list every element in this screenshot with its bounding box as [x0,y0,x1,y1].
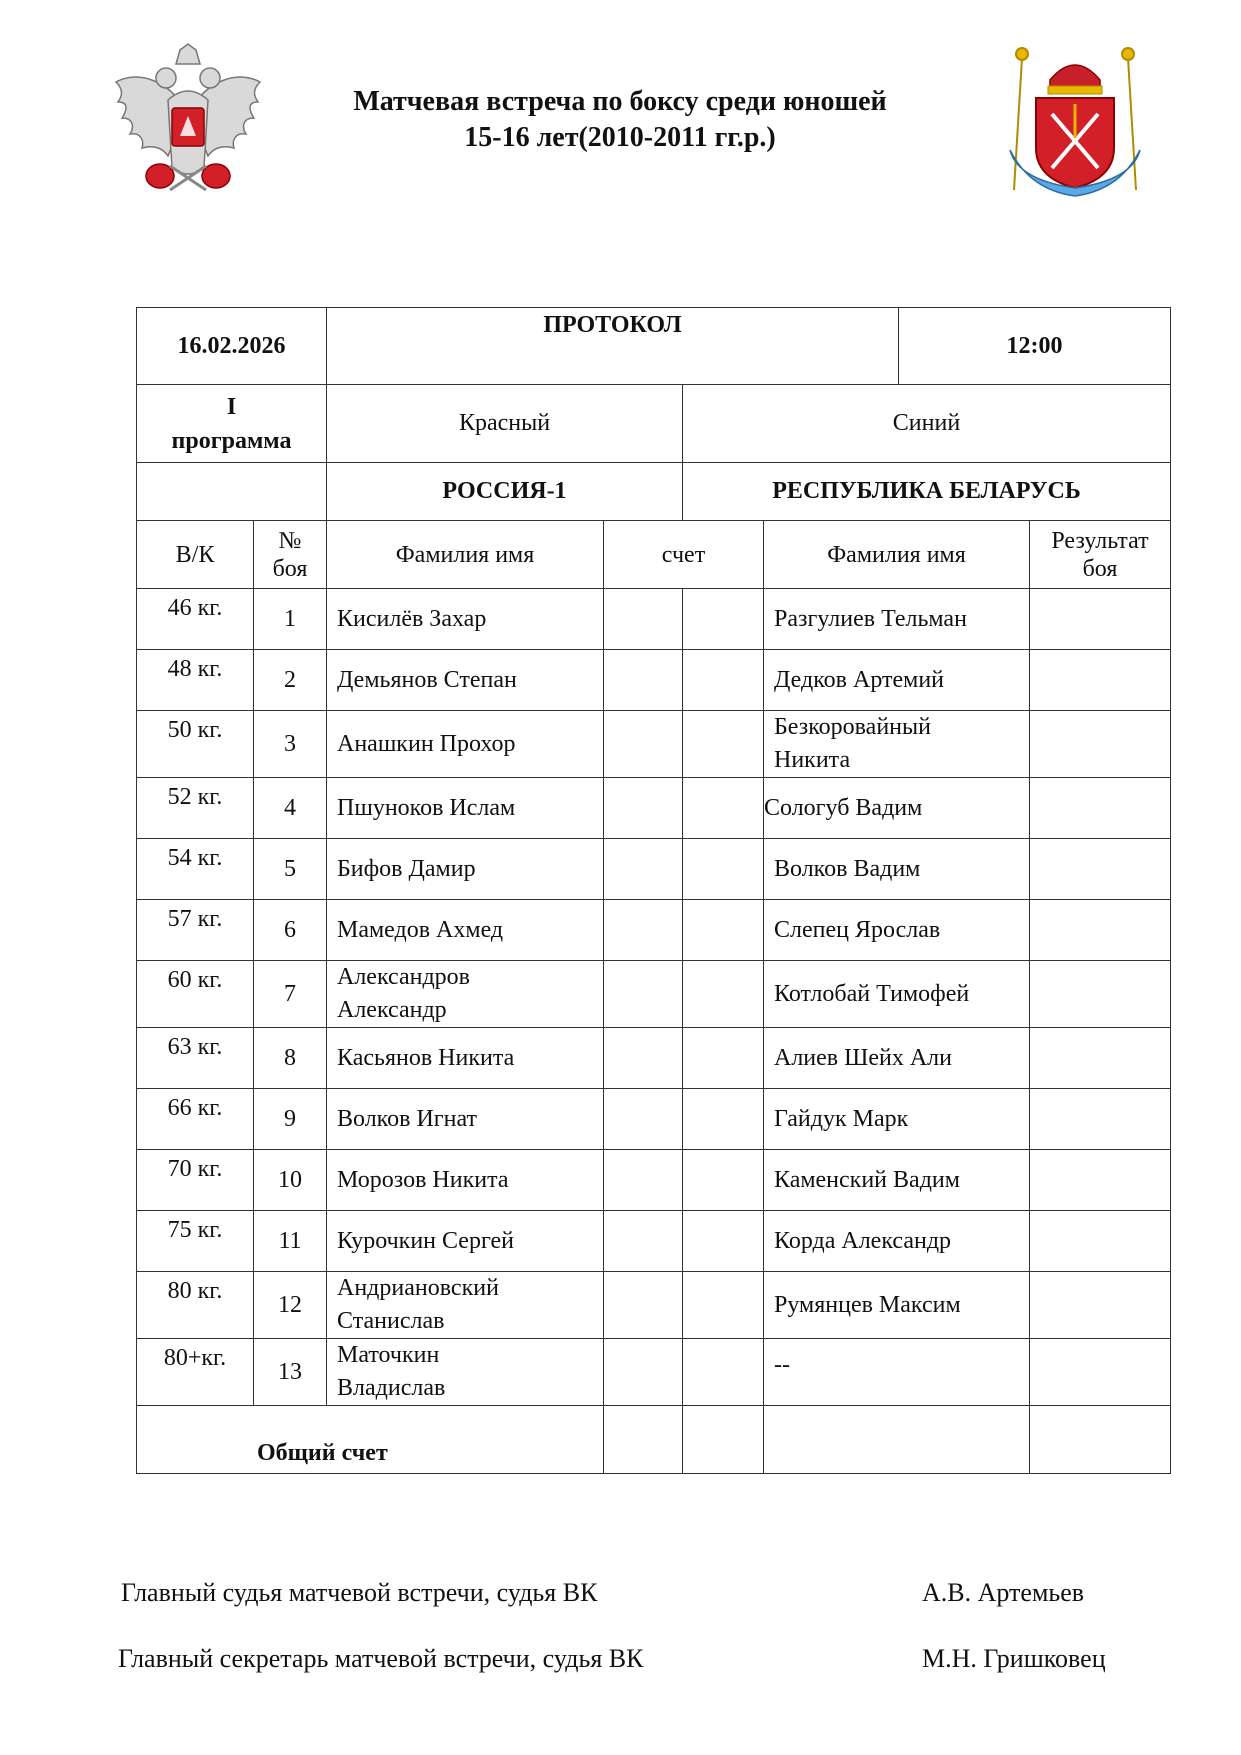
red-boxer-name-line1: Кисилёв Захар [337,605,487,632]
blue-boxer-name-line1: Дедков Артемий [774,666,945,693]
red-score [604,650,683,711]
blue-score [683,1150,764,1211]
match-time: 12:00 [899,308,1171,385]
blue-score [683,1272,764,1339]
total-red-score [604,1406,683,1474]
weight-class: 63 кг. [137,1028,254,1089]
blue-score [683,589,764,650]
blue-boxer-name [764,1211,1030,1272]
red-boxer-name-line1: Мамедов Ахмед [337,916,504,943]
red-boxer-name [327,1150,604,1211]
coat-of-arms-icon [1000,40,1150,202]
blue-boxer-name-line1: Корда Александр [774,1227,952,1254]
table-row [137,1028,1171,1089]
chief-judge-name: А.В. Артемьев [922,1578,1085,1607]
red-boxer-name [327,589,604,650]
blue-boxer-name [764,900,1030,961]
blue-boxer-name [764,650,1030,711]
blue-boxer-name-line1: Сологуб Вадим [764,794,923,821]
blue-boxer-name [764,589,1030,650]
program-number: I [226,393,237,420]
column-header-row [137,521,1171,589]
red-boxer-name [327,1211,604,1272]
blue-boxer-name-line1: Котлобай Тимофей [774,980,970,1007]
red-boxer-name [327,839,604,900]
red-boxer-name [327,1339,604,1406]
red-boxer-name-line1: Пшуноков Ислам [337,794,516,821]
teams-row-empty [137,463,327,521]
protocol-table [136,307,1171,1474]
program-word: программа [171,427,292,454]
total-row [137,1406,1171,1474]
blue-boxer-name-line1: Разгулиев Тельман [774,605,967,632]
blue-score [683,1089,764,1150]
blue-boxer-name [764,711,1030,778]
bout-number: 10 [254,1150,327,1211]
red-score [604,778,683,839]
bout-number-header [254,521,327,589]
score-header: счет [604,521,764,589]
blue-score [683,711,764,778]
blue-boxer-name [764,961,1030,1028]
bout-number: 2 [254,650,327,711]
bout-number: 1 [254,589,327,650]
blue-boxer-name [764,1089,1030,1150]
red-score [604,900,683,961]
bout-result [1030,900,1171,961]
total-blue-score [683,1406,764,1474]
weight-class: 80 кг. [137,1272,254,1339]
red-score [604,1272,683,1339]
bout-number: 7 [254,961,327,1028]
blue-boxer-name-line1: Алиев Шейх Али [774,1044,952,1071]
bout-result [1030,1089,1171,1150]
blue-score [683,900,764,961]
blue-score [683,778,764,839]
weight-class: 57 кг. [137,900,254,961]
table-row [137,711,1171,778]
red-boxer-name [327,900,604,961]
blue-boxer-name [764,1339,1030,1406]
red-boxer-name-line1: Курочкин Сергей [337,1227,514,1254]
bout-number: 9 [254,1089,327,1150]
chief-secretary-role: Главный секретарь матчевой встречи, судья ВК [118,1644,644,1673]
blue-team: РЕСПУБЛИКА БЕЛАРУСЬ [683,463,1171,521]
bout-result [1030,778,1171,839]
weight-class: 50 кг. [137,711,254,778]
blue-boxer-name-line1: Слепец Ярослав [774,916,941,943]
blue-boxer-name-line2: Никита [774,747,851,773]
title-line-1: Матчевая встреча по боксу среди юношей [353,86,887,117]
red-team: РОССИЯ-1 [327,463,683,521]
blue-score [683,1211,764,1272]
title-line-2: 15-16 лет(2010-2011 гг.р.) [464,122,776,153]
teams-row [137,463,1171,521]
blue-boxer-name-line1: Волков Вадим [774,855,921,882]
red-boxer-name [327,1272,604,1339]
match-date: 16.02.2026 [137,308,327,385]
red-boxer-name-line2: Станислав [337,1308,445,1334]
total-blue-name [764,1406,1030,1474]
program-row [137,385,1171,463]
red-boxer-name-line1: Волков Игнат [337,1105,477,1132]
chief-secretary-name: М.Н. Гришковец [922,1644,1106,1673]
bout-result [1030,961,1171,1028]
table-row [137,778,1171,839]
bout-number: 3 [254,711,327,778]
table-row [137,900,1171,961]
bout-result [1030,1211,1171,1272]
weight-class: 54 кг. [137,839,254,900]
weight-header: В/К [137,521,254,589]
bout-number: 6 [254,900,327,961]
red-name-header: Фамилия имя [327,521,604,589]
table-row [137,589,1171,650]
blue-score [683,839,764,900]
table-row [137,1150,1171,1211]
weight-class: 75 кг. [137,1211,254,1272]
total-result [1030,1406,1171,1474]
red-boxer-name-line1: Демьянов Степан [337,666,517,693]
red-score [604,961,683,1028]
bout-result [1030,1028,1171,1089]
weight-class: 80+кг. [137,1339,254,1406]
weight-class: 52 кг. [137,778,254,839]
blue-boxer-name-line1: Гайдук Марк [774,1105,909,1132]
blue-boxer-name-line1: -- [774,1352,790,1378]
weight-class: 70 кг. [137,1150,254,1211]
red-boxer-name-line1: Морозов Никита [337,1166,509,1193]
bout-result [1030,1339,1171,1406]
weight-class: 48 кг. [137,650,254,711]
red-score [604,839,683,900]
red-boxer-name-line1: Бифов Дамир [337,855,476,882]
blue-boxer-name [764,839,1030,900]
red-boxer-name-line2: Владислав [337,1375,446,1401]
bout-number: 13 [254,1339,327,1406]
table-row [137,1089,1171,1150]
result-header-line1: Результат [1051,527,1149,554]
chief-judge-role: Главный судья матчевой встречи, судья ВК [121,1578,598,1607]
red-boxer-name-line2: Александр [337,997,447,1023]
red-score [604,1211,683,1272]
blue-score [683,1339,764,1406]
red-boxer-name [327,650,604,711]
bout-number: 11 [254,1211,327,1272]
red-boxer-name [327,778,604,839]
bout-number-header-line1: № [278,527,302,554]
result-header [1030,521,1171,589]
red-score [604,589,683,650]
red-score [604,1089,683,1150]
red-score [604,711,683,778]
bout-result [1030,1272,1171,1339]
bout-number: 8 [254,1028,327,1089]
bout-number: 4 [254,778,327,839]
table-row [137,839,1171,900]
bout-number: 5 [254,839,327,900]
weight-class: 66 кг. [137,1089,254,1150]
blue-score [683,650,764,711]
bout-result [1030,589,1171,650]
red-boxer-name-line1: Андриановский [337,1275,499,1301]
blue-boxer-name [764,1150,1030,1211]
table-row [137,1211,1171,1272]
bout-result [1030,1150,1171,1211]
table-row [137,1339,1171,1406]
blue-name-header: Фамилия имя [764,521,1030,589]
red-score [604,1028,683,1089]
blue-boxer-name-line1: Безкоровайный [774,714,931,740]
table-row [137,650,1171,711]
blue-corner-label: Синий [683,385,1171,463]
blue-boxer-name-line1: Румянцев Максим [774,1291,961,1318]
weight-class: 60 кг. [137,961,254,1028]
red-boxer-name-line1: Александров [337,964,471,990]
red-boxer-name-line1: Маточкин [337,1342,440,1368]
weight-class: 46 кг. [137,589,254,650]
header-row [137,308,1171,385]
total-score-label: Общий счет [137,1406,604,1474]
blue-score [683,1028,764,1089]
red-boxer-name [327,1028,604,1089]
document-title [280,84,960,156]
red-corner-label: Красный [327,385,683,463]
red-boxer-name-line1: Касьянов Никита [337,1044,515,1071]
blue-boxer-name [764,1028,1030,1089]
eagle-emblem-icon [108,40,268,200]
bout-result [1030,711,1171,778]
protocol-title: ПРОТОКОЛ [327,308,899,385]
result-header-line2: боя [1082,555,1118,582]
blue-boxer-name [764,1272,1030,1339]
red-score [604,1150,683,1211]
blue-score [683,961,764,1028]
table-row [137,1272,1171,1339]
red-boxer-name-line1: Анашкин Прохор [337,730,516,757]
red-boxer-name [327,711,604,778]
red-boxer-name [327,961,604,1028]
bout-result [1030,839,1171,900]
red-boxer-name [327,1089,604,1150]
blue-boxer-name-line1: Каменский Вадим [774,1166,960,1193]
bout-rows [137,589,1171,1406]
bout-result [1030,650,1171,711]
table-row [137,961,1171,1028]
bout-number: 12 [254,1272,327,1339]
blue-boxer-name [764,778,1030,839]
bout-number-header-line2: боя [272,555,308,582]
red-score [604,1339,683,1406]
program-label [137,385,327,463]
